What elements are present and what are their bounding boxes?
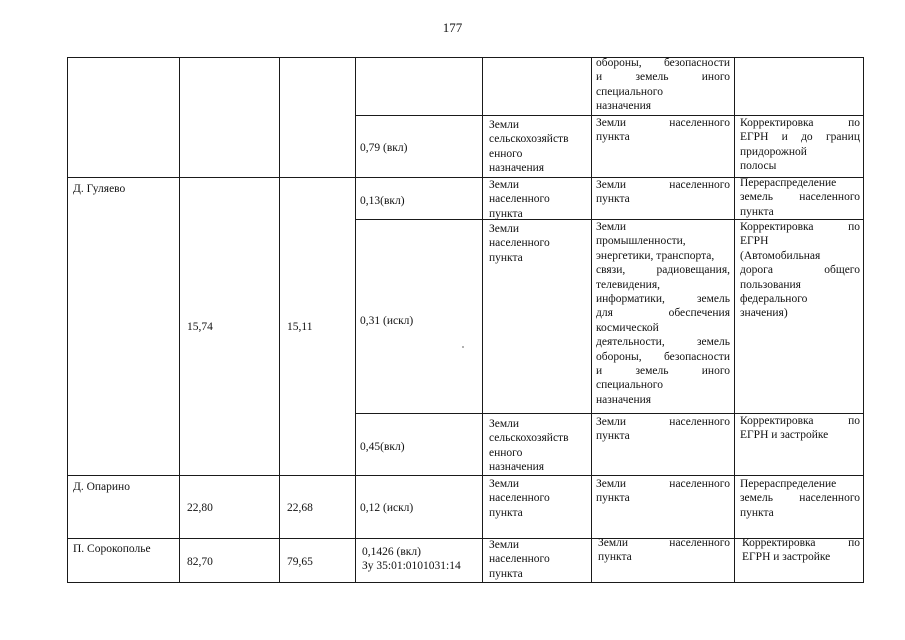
cell-total-area: 22,80 [187,502,213,514]
text-line: специального [596,85,663,98]
text-line: назначения [596,393,652,406]
text-line: энергетики, транспорта, [596,249,715,262]
text-line: пункта [489,567,523,580]
text-line: пункта [596,492,630,505]
text-line: обороны, безопасности [596,350,730,363]
text-line: Корректировка по [742,537,860,549]
cell-category-from [489,477,589,520]
cell-note [740,414,860,443]
cell-category-to [596,178,730,207]
text-line: сельскохозяйств [489,432,569,445]
text-line: пункта [740,205,774,218]
text-line: ЕГРН и до границ [740,131,860,144]
text-line: населенного [489,553,550,566]
text-line: Зу 35:01:0101031:14 [362,560,461,573]
cell-note [742,536,860,565]
text-line: назначения [489,461,545,474]
text-line: пользования [740,278,801,291]
text-line: пункта [740,506,774,519]
text-line: специального [596,379,663,392]
text-line: Земли [489,418,520,430]
text-line: полосы [740,160,777,173]
table-rule [67,475,864,476]
text-line: назначения [489,162,545,175]
table-rule [279,57,280,583]
text-line: населенного [489,237,550,250]
cell-area [362,545,482,574]
scan-speck [462,346,464,348]
cell-area: 0,79 (вкл) [360,142,408,154]
text-line: промышленности, [596,235,686,248]
text-line: и земель иного [596,71,730,84]
text-line: населенного [489,492,550,505]
cell-settlement-name: П. Сорокополье [73,543,151,555]
table-border-top [67,57,864,58]
cell-category-to [596,415,730,444]
page-number: 177 [442,20,463,35]
text-line: енного [489,147,523,160]
text-line: Земли [489,119,520,131]
table-rule [355,57,356,583]
table-rule [179,57,180,583]
cell-total-area: 15,74 [187,321,213,333]
cell-cont-category-to [596,56,730,114]
text-line: обороны, безопасности [596,57,730,69]
text-line: ЕГРН и застройке [742,551,831,564]
text-line: Земли [489,179,520,191]
cell-area: 0,31 (искл) [360,315,414,327]
cell-category-to [596,220,730,407]
table-border-right [863,57,864,583]
cell-note [740,176,860,219]
text-line: Земли населенного [596,117,730,129]
cell-note [740,116,860,174]
cell-category-from [489,178,589,221]
cell-category-to [596,116,730,145]
text-line: ЕГРН [740,235,769,248]
text-line: пункта [596,193,630,206]
text-line: телевидения, [596,278,660,291]
text-line: Корректировка по [740,117,860,129]
cell-settlement-name: Д. Гуляево [73,183,126,195]
text-line: значения) [740,307,788,320]
text-line: федерального [740,293,808,306]
text-line: земель населенного [740,492,860,505]
text-line: ЕГРН и застройке [740,429,829,442]
text-line: пункта [596,430,630,443]
table-rule [734,57,735,583]
text-line: (Автомобильная [740,249,821,262]
text-line: сельскохозяйств [489,133,569,146]
text-line: информатики, земель [596,293,730,306]
text-line: енного [489,446,523,459]
text-line: Земли населенного [598,537,730,549]
text-line: Земли населенного [596,416,730,428]
text-line: придорожной [740,145,807,158]
text-line: 0,1426 (вкл) [362,546,421,558]
cell-category-to [598,536,730,565]
text-line: и земель иного [596,365,730,378]
cell-category-to [596,477,730,506]
cell-settlement-name: Д. Опарино [73,481,130,493]
cell-category-from [489,538,589,581]
table-rule [482,57,483,583]
text-line: назначения [596,100,652,113]
text-line: Корректировка по [740,221,860,233]
table-border-left [67,57,68,583]
cell-note [740,477,860,520]
text-line: Перераспределение [740,177,837,189]
cell-category-from [489,118,589,176]
text-line: пункта [489,251,523,264]
text-line: населенного [489,193,550,206]
text-line: Земли [489,478,520,490]
text-line: пункта [489,207,523,220]
cell-area-2: 22,68 [287,502,313,514]
text-line: земель населенного [740,191,860,204]
cell-area: 0,45(вкл) [360,441,405,453]
text-line: дорога общего [740,264,860,277]
text-line: деятельности, земель [596,336,730,349]
text-line: Земли населенного [596,179,730,191]
text-line: Земли [489,539,520,551]
cell-area: 0,12 (искл) [360,502,414,514]
cell-area-2: 15,11 [287,321,313,333]
cell-category-from [489,222,589,265]
text-line: Корректировка по [740,415,860,427]
cell-area: 0,13(вкл) [360,195,405,207]
cell-category-from [489,417,589,475]
text-line: космической [596,321,659,334]
text-line: пункта [596,131,630,144]
cell-area-2: 79,65 [287,556,313,568]
cell-note [740,220,860,321]
text-line: для обеспечения [596,307,730,320]
text-line: Перераспределение [740,478,837,490]
text-line: связи, радиовещания, [596,264,730,277]
text-line: Земли [596,221,627,233]
table-border-bottom [67,582,864,583]
text-line: пункта [489,506,523,519]
text-line: Земли населенного [596,478,730,490]
text-line: Земли [489,223,520,235]
text-line: пункта [598,551,632,564]
table-rule [591,57,592,583]
cell-total-area: 82,70 [187,556,213,568]
